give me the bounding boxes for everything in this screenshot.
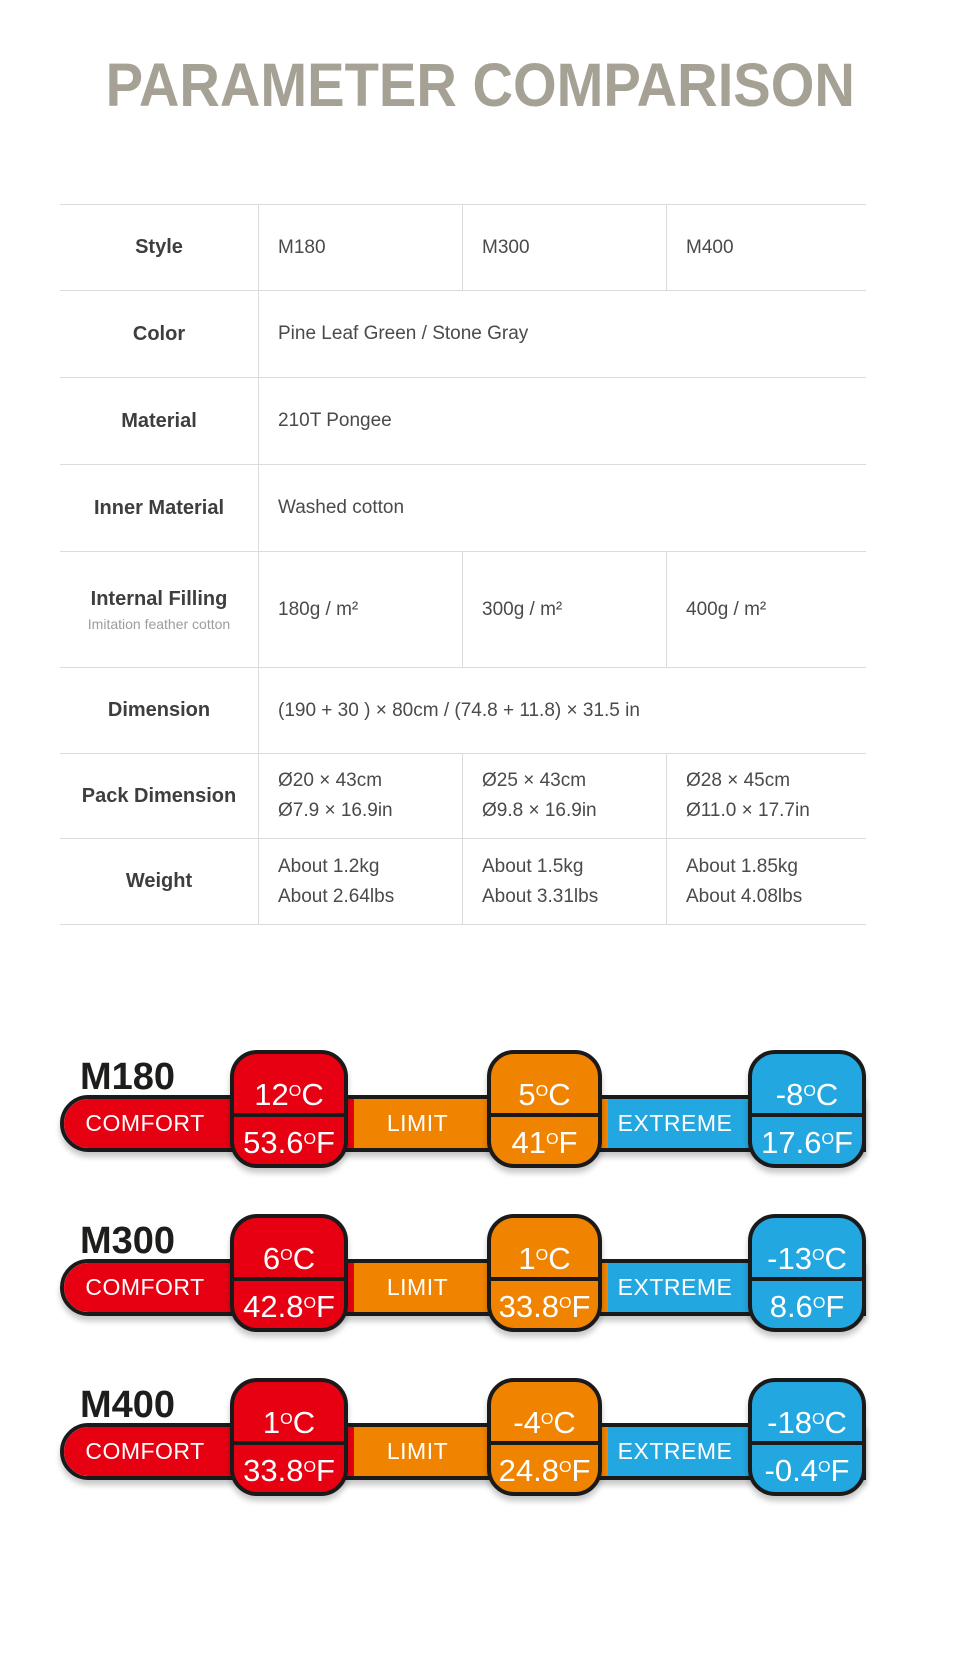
pack-m300-in: Ø9.8 × 16.9in (482, 800, 597, 821)
row-label-pack-dimension: Pack Dimension (81, 784, 237, 807)
table-row-internal-filling (60, 551, 866, 667)
pack-m400-cm: Ø28 × 45cm (686, 770, 791, 791)
table-cell-material: 210T Pongee (258, 378, 866, 464)
comfort-label: COMFORT (85, 1274, 205, 1300)
comfort-fahrenheit: $53.6^OF$ (243, 1124, 335, 1160)
table-row-dimension (60, 667, 866, 753)
table-cell-filling-m400: 400g / m² (666, 552, 866, 667)
table-row-weight (60, 838, 866, 924)
model-label-m180: M180 (80, 1056, 176, 1098)
extreme-fahrenheit: $8.6^OF$ (769, 1288, 845, 1324)
row-label-weight: Weight (125, 870, 193, 892)
extreme-celsius: $-8^OC$ (775, 1077, 839, 1112)
extreme-temp-box (748, 1378, 866, 1496)
table-cell-style-m300: M300 (462, 205, 666, 290)
row-label-internal-filling-text: Internal Filling (90, 587, 228, 610)
limit-label: LIMIT (386, 1438, 449, 1464)
comfort-celsius: $6^OC$ (262, 1241, 316, 1276)
row-label-style: Style (135, 236, 183, 258)
table-cell-style-m400: M400 (666, 205, 866, 290)
limit-label: LIMIT (386, 1274, 449, 1300)
extreme-label: EXTREME (617, 1274, 733, 1300)
limit-fahrenheit: $41^OF$ (511, 1124, 578, 1160)
weight-m400-lbs: About 4.08lbs (686, 885, 803, 907)
table-cell-inner-material: Washed cotton (258, 465, 866, 551)
comfort-label: COMFORT (85, 1438, 205, 1464)
table-row-color (60, 290, 866, 377)
table-cell-weight-m300 (462, 839, 666, 924)
table-cell-pack-m400 (666, 754, 866, 838)
extreme-temp-box (748, 1050, 866, 1168)
table-cell-color: Pine Leaf Green / Stone Gray (258, 291, 866, 377)
limit-fahrenheit: $24.8^OF$ (498, 1452, 591, 1488)
model-label-m400: M400 (80, 1384, 176, 1426)
page-title: PARAMETER COMPARISON (105, 51, 855, 119)
table-cell-weight-m180 (258, 839, 462, 924)
model-label-m300: M300 (80, 1220, 176, 1262)
limit-temp-box (487, 1378, 602, 1496)
limit-label: LIMIT (386, 1110, 449, 1136)
limit-temp-box (487, 1050, 602, 1168)
comfort-fahrenheit: $33.8^OF$ (243, 1452, 335, 1488)
weight-m300-kg: About 1.5kg (482, 855, 584, 877)
comfort-celsius: $1^OC$ (262, 1405, 316, 1440)
extreme-temp-box (748, 1214, 866, 1332)
title-bar (0, 50, 960, 120)
comfort-temp-box (230, 1378, 348, 1496)
pack-m300-cm: Ø25 × 43cm (482, 770, 587, 791)
comfort-temp-box (230, 1050, 348, 1168)
row-sublabel-internal-filling: Imitation feather cotton (87, 615, 231, 632)
spec-table (60, 204, 866, 925)
table-row-inner-material (60, 464, 866, 551)
extreme-fahrenheit: $17.6^OF$ (761, 1124, 853, 1160)
comfort-label: COMFORT (85, 1110, 205, 1136)
table-cell-style-m180: M180 (258, 205, 462, 290)
pack-m400-in: Ø11.0 × 17.7in (686, 800, 810, 821)
limit-celsius: $-4^OC$ (513, 1405, 576, 1440)
weight-m400-kg: About 1.85kg (686, 855, 798, 877)
rating-row-m400 (60, 1378, 866, 1496)
table-row-style (60, 204, 866, 290)
limit-celsius: $1^OC$ (518, 1241, 571, 1276)
rating-row-m180 (60, 1050, 866, 1168)
extreme-celsius: $-18^OC$ (767, 1405, 847, 1440)
row-label-inner-material: Inner Material (93, 496, 225, 519)
extreme-celsius: $-13^OC$ (767, 1241, 847, 1276)
table-row-material (60, 377, 866, 464)
table-cell-pack-m180 (258, 754, 462, 838)
pack-m180-in: Ø7.9 × 16.9in (278, 800, 393, 821)
row-label-internal-filling (60, 552, 258, 667)
row-label-color: Color (132, 322, 186, 345)
comfort-celsius: $12^OC$ (254, 1077, 324, 1112)
comfort-fahrenheit: $42.8^OF$ (243, 1288, 335, 1324)
table-row-pack-dimension (60, 753, 866, 838)
extreme-label: EXTREME (617, 1110, 733, 1136)
row-label-dimension: Dimension (107, 699, 211, 721)
limit-temp-box (487, 1214, 602, 1332)
rating-row-m300 (60, 1214, 866, 1332)
pack-m180-cm: Ø20 × 43cm (278, 770, 383, 791)
weight-m180-kg: About 1.2kg (278, 855, 380, 877)
table-cell-weight-m400 (666, 839, 866, 924)
row-label-material: Material (121, 409, 197, 432)
limit-celsius: $5^OC$ (518, 1077, 571, 1112)
table-cell-filling-m300: 300g / m² (462, 552, 666, 667)
temperature-ratings (60, 1050, 866, 1496)
extreme-fahrenheit: $-0.4^OF$ (764, 1452, 850, 1488)
table-cell-filling-m180: 180g / m² (258, 552, 462, 667)
table-cell-pack-m300 (462, 754, 666, 838)
table-cell-dimension: (190 + 30 ) × 80cm / (74.8 + 11.8) × 31.5 in (258, 668, 866, 753)
limit-fahrenheit: $33.8^OF$ (498, 1288, 591, 1324)
extreme-label: EXTREME (617, 1438, 733, 1464)
comfort-temp-box (230, 1214, 348, 1332)
weight-m180-lbs: About 2.64lbs (278, 885, 395, 907)
weight-m300-lbs: About 3.31lbs (482, 885, 599, 907)
